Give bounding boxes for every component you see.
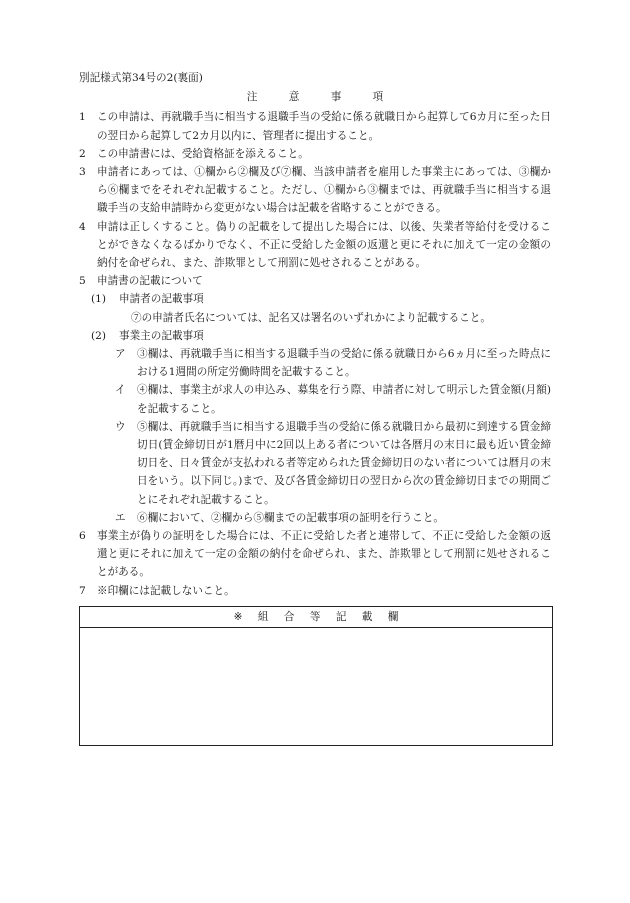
note-text: この申請は、再就職手当に相当する退職手当の受給に係る就職日から起算して6カ月に至った日の翌日から起算して2カ月以内に、管理者に提出すること。 xyxy=(97,111,551,142)
kata-mark: エ xyxy=(115,511,126,524)
kata-text: ⑥欄において、②欄から⑤欄までの記載事項の証明を行うこと。 xyxy=(137,511,445,524)
subsection-number: (1) xyxy=(91,293,107,306)
form-identifier: 別記様式第34号の2(裏面) xyxy=(79,72,203,84)
heading-char: 合 xyxy=(283,610,295,623)
note-item-6 xyxy=(79,527,551,582)
kata-mark: イ xyxy=(115,384,126,397)
note-number: 6 xyxy=(79,530,86,543)
title-char: 注 xyxy=(246,91,258,104)
kata-item-i xyxy=(91,381,551,417)
subsection-heading: 申請者の記載事項 xyxy=(119,293,204,306)
kata-mark: ア xyxy=(115,348,126,361)
kata-mark: ウ xyxy=(115,420,126,433)
subsection-2 xyxy=(79,327,551,527)
subsection-1 xyxy=(79,290,551,326)
note-item-1 xyxy=(79,108,551,144)
note-text: 申請者にあっては、①欄から②欄及び⑦欄、当該申請者を雇用した事業主にあっては、③欄から⑥欄までをそれぞれ記載すること。ただし、①欄から③欄までは、再就職手当に相当する退職手当の支給申請時から変更がない場合は記載を省略することができる。 xyxy=(97,166,551,215)
kata-text: ④欄は、事業主が求人の申込み、募集を行う際、申請者に対して明示した賃金額(月額)を記載すること。 xyxy=(137,384,551,415)
note-item-3 xyxy=(79,163,551,218)
note-number: 2 xyxy=(79,147,86,160)
note-number: 1 xyxy=(79,111,86,124)
heading-char: 等 xyxy=(309,610,321,623)
title-char: 項 xyxy=(372,91,384,104)
kata-item-u xyxy=(91,418,551,509)
kata-text: ③欄は、再就職手当に相当する退職手当の受給に係る就職日から6ヵ月に至った時点における1週間の所定労働時間を記載すること。 xyxy=(137,348,551,379)
kata-item-e xyxy=(91,509,551,527)
note-number: 4 xyxy=(79,220,86,233)
heading-char: ※ xyxy=(233,610,243,623)
kata-item-a xyxy=(91,345,551,381)
note-item-5 xyxy=(79,272,551,290)
heading-char: 欄 xyxy=(387,610,399,623)
union-entry-area[interactable] xyxy=(80,628,552,746)
union-entry-box xyxy=(79,606,553,746)
note-number: 7 xyxy=(79,584,86,597)
union-entry-box-heading xyxy=(80,607,552,628)
note-number: 3 xyxy=(79,166,86,179)
note-text: ※印欄には記載しないこと。 xyxy=(97,584,235,597)
heading-char: 記 xyxy=(335,610,347,623)
heading-char: 載 xyxy=(361,610,373,623)
subsection-text: ⑦の申請者氏名については、記名又は署名のいずれかにより記載すること。 xyxy=(131,311,491,324)
notes-title xyxy=(79,88,551,106)
note-text: この申請書には、受給資格証を添えること。 xyxy=(97,147,309,160)
note-item-7 xyxy=(79,582,551,600)
note-text: 事業主が偽りの証明をした場合には、不正に受給した者と連帯して、不正に受給した金額の返還と更にそれに加えて一定の金額の納付を命ぜられ、また、詐欺罪として刑罰に処せされることがある。 xyxy=(97,530,551,579)
note-item-4 xyxy=(79,218,551,273)
kata-text: ⑤欄は、再就職手当に相当する退職手当の受給に係る就職日から最初に到達する賃金締切日(賃金締切日が1暦月中に2回以上ある者については各暦月の末日に最も近い賃金締切日を、日々賃金が支払われる者等定められた賃金締切日のない者については暦月の末日をいう。以下同じ。)まで、及び各賃金締切日の翌日から次の賃金締切日までの期間ごとにそれぞれ記載すること。 xyxy=(137,420,551,506)
note-text: 申請は正しくすること。偽りの記載をして提出した場合には、以後、失業者等給付を受けることができなくなるばかりでなく、不正に受給した金額の返還と更にそれに加えて一定の金額の納付を命ぜられ、また、詐欺罪として刑罰に処せされることがある。 xyxy=(97,220,551,270)
note-text: 申請書の記載について xyxy=(97,275,203,288)
note-number: 5 xyxy=(79,275,86,288)
note-item-2 xyxy=(79,145,551,163)
heading-char: 組 xyxy=(257,610,269,623)
subsection-heading: 事業主の記載事項 xyxy=(119,329,204,342)
subsection-number: (2) xyxy=(91,329,107,342)
title-char: 意 xyxy=(288,91,300,104)
title-char: 事 xyxy=(330,91,342,104)
